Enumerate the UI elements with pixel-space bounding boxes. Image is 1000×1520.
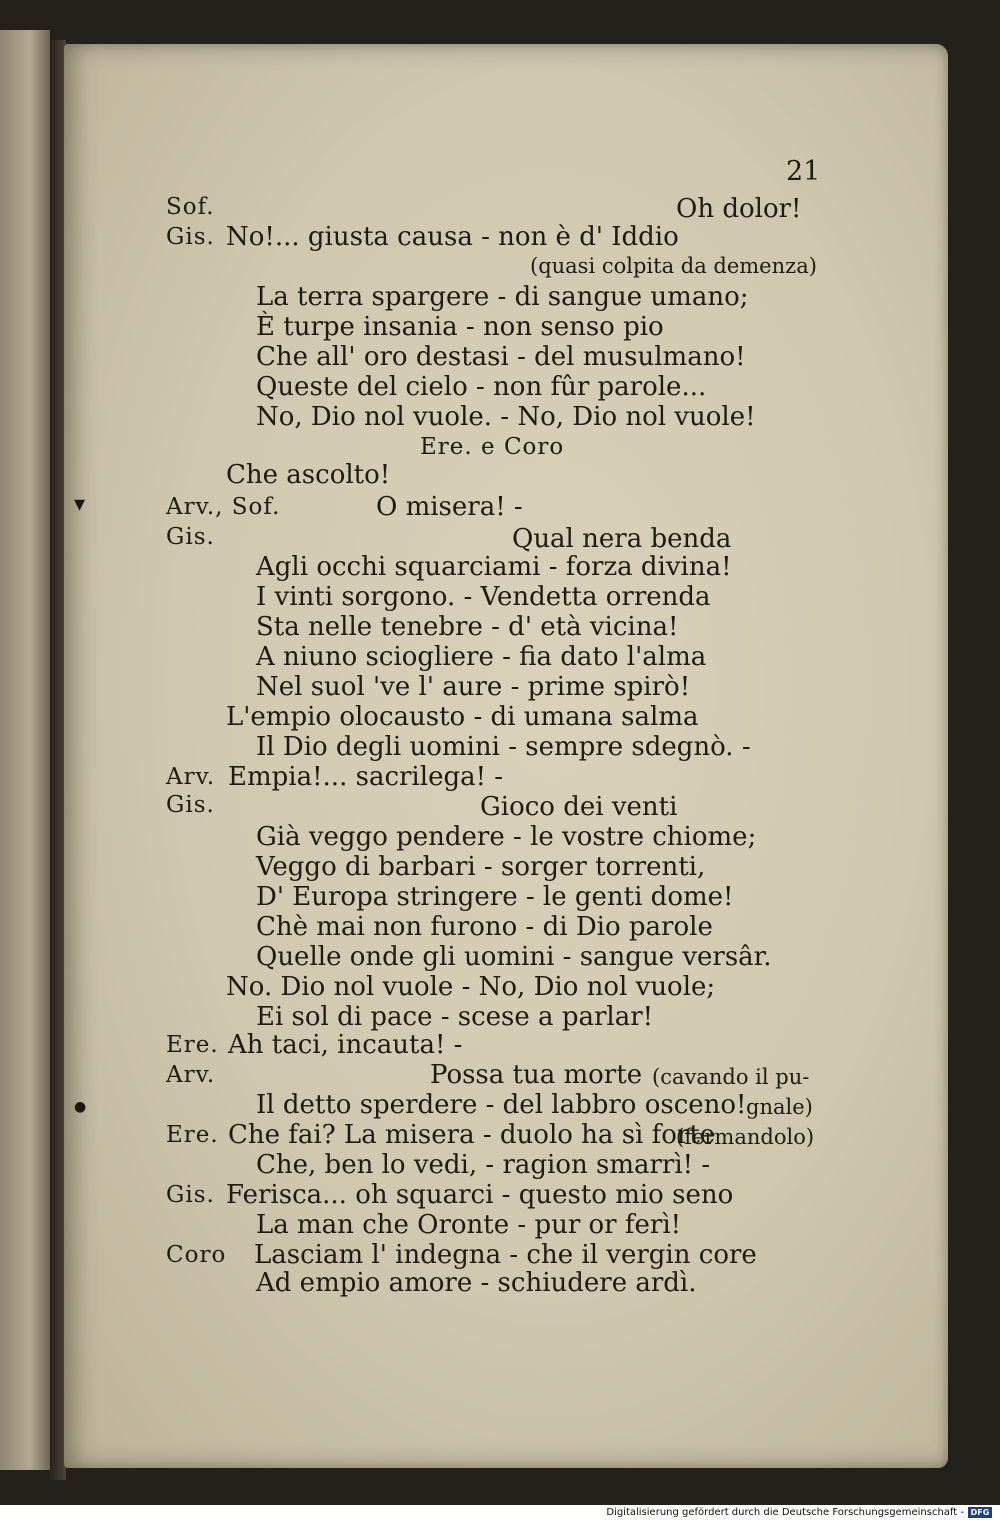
- ink-mark: ●: [74, 1099, 87, 1115]
- ink-mark: ▾: [74, 492, 86, 517]
- verse-line: Oh dolor!: [676, 194, 802, 224]
- previous-page-edge: [0, 30, 50, 1470]
- dfg-logo-icon: DFG: [968, 1507, 992, 1518]
- verse-line: Il detto sperdere - del labbro osceno!: [256, 1090, 747, 1120]
- verse-line: Quelle onde gli uomini - sangue versâr.: [256, 942, 772, 972]
- verse-line: Ei sol di pace - scese a parlar!: [256, 1002, 654, 1032]
- stage-direction: (cavando il pu-: [652, 1065, 810, 1089]
- verse-line: Che all' oro destasi - del musulmano!: [256, 342, 746, 372]
- verse-line: O misera! -: [376, 492, 523, 522]
- speaker-label: Gis.: [166, 224, 215, 250]
- verse-line: Agli occhi squarciami - forza divina!: [256, 552, 732, 582]
- verse-line: No. Dio nol vuole - No, Dio nol vuole;: [226, 972, 716, 1002]
- speaker-label: Arv., Sof.: [166, 494, 281, 520]
- verse-line: Ad empio amore - schiudere ardì.: [256, 1268, 697, 1298]
- speaker-label: Ere.: [166, 1122, 219, 1148]
- speaker-label: Coro: [166, 1242, 227, 1268]
- verse-line: No!... giusta causa - non è d' Iddio: [226, 222, 679, 252]
- verse-line: Ferisca... oh squarci - questo mio seno: [226, 1180, 734, 1210]
- footer-credit: Digitalisierung gefördert durch die Deutsche Forschungsgemeinschaft -: [606, 1507, 964, 1518]
- verse-line: La terra spargere - di sangue umano;: [256, 282, 749, 312]
- verse-line: Il Dio degli uomini - sempre sdegnò. -: [256, 732, 751, 762]
- verse-line: Qual nera benda: [512, 524, 732, 554]
- verse-line: D' Europa stringere - le genti dome!: [256, 882, 734, 912]
- verse-line: Ah taci, incauta! -: [228, 1030, 463, 1060]
- page-number: 21: [786, 156, 821, 187]
- verse-line: No, Dio nol vuole. - No, Dio nol vuole!: [256, 402, 756, 432]
- verse-line: A niuno sciogliere - fia dato l'alma: [256, 642, 707, 672]
- speaker-label: Gis.: [166, 1182, 215, 1208]
- stage-direction: (quasi colpita da demenza): [530, 254, 817, 278]
- verse-line: Queste del cielo - non fûr parole...: [256, 372, 707, 402]
- verse-line: Chè mai non furono - di Dio parole: [256, 912, 713, 942]
- speaker-label: Ere. e Coro: [420, 434, 565, 460]
- verse-line: Che, ben lo vedi, - ragion smarrì! -: [256, 1150, 711, 1180]
- verse-line: Possa tua morte: [430, 1060, 643, 1090]
- verse-line: Che ascolto!: [226, 460, 391, 490]
- verse-line: È turpe insania - non senso pio: [256, 312, 664, 342]
- verse-line: Gioco dei venti: [480, 792, 678, 822]
- stage-direction: gnale): [746, 1095, 813, 1119]
- verse-line: La man che Oronte - pur or ferì!: [256, 1210, 682, 1240]
- verse-line: Già veggo pendere - le vostre chiome;: [256, 822, 757, 852]
- speaker-label: Ere.: [166, 1032, 219, 1058]
- verse-line: L'empio olocausto - di umana salma: [226, 702, 699, 732]
- speaker-label: Sof.: [166, 194, 215, 220]
- verse-line: I vinti sorgono. - Vendetta orrenda: [256, 582, 711, 612]
- verse-line: Nel suol 've l' aure - prime spirò!: [256, 672, 691, 702]
- verse-line: Lasciam l' indegna - che il vergin core: [254, 1240, 757, 1270]
- speaker-label: Arv.: [166, 764, 216, 790]
- verse-line: Empia!... sacrilega! -: [228, 762, 504, 792]
- stage-direction: (fermandolo): [676, 1125, 815, 1149]
- speaker-label: Gis.: [166, 792, 215, 818]
- speaker-label: Gis.: [166, 524, 215, 550]
- verse-line: Che fai? La misera - duolo ha sì forte: [228, 1120, 716, 1150]
- verse-line: Veggo di barbari - sorger torrenti,: [256, 852, 706, 882]
- verse-line: Sta nelle tenebre - d' età vicina!: [256, 612, 679, 642]
- speaker-label: Arv.: [166, 1062, 216, 1088]
